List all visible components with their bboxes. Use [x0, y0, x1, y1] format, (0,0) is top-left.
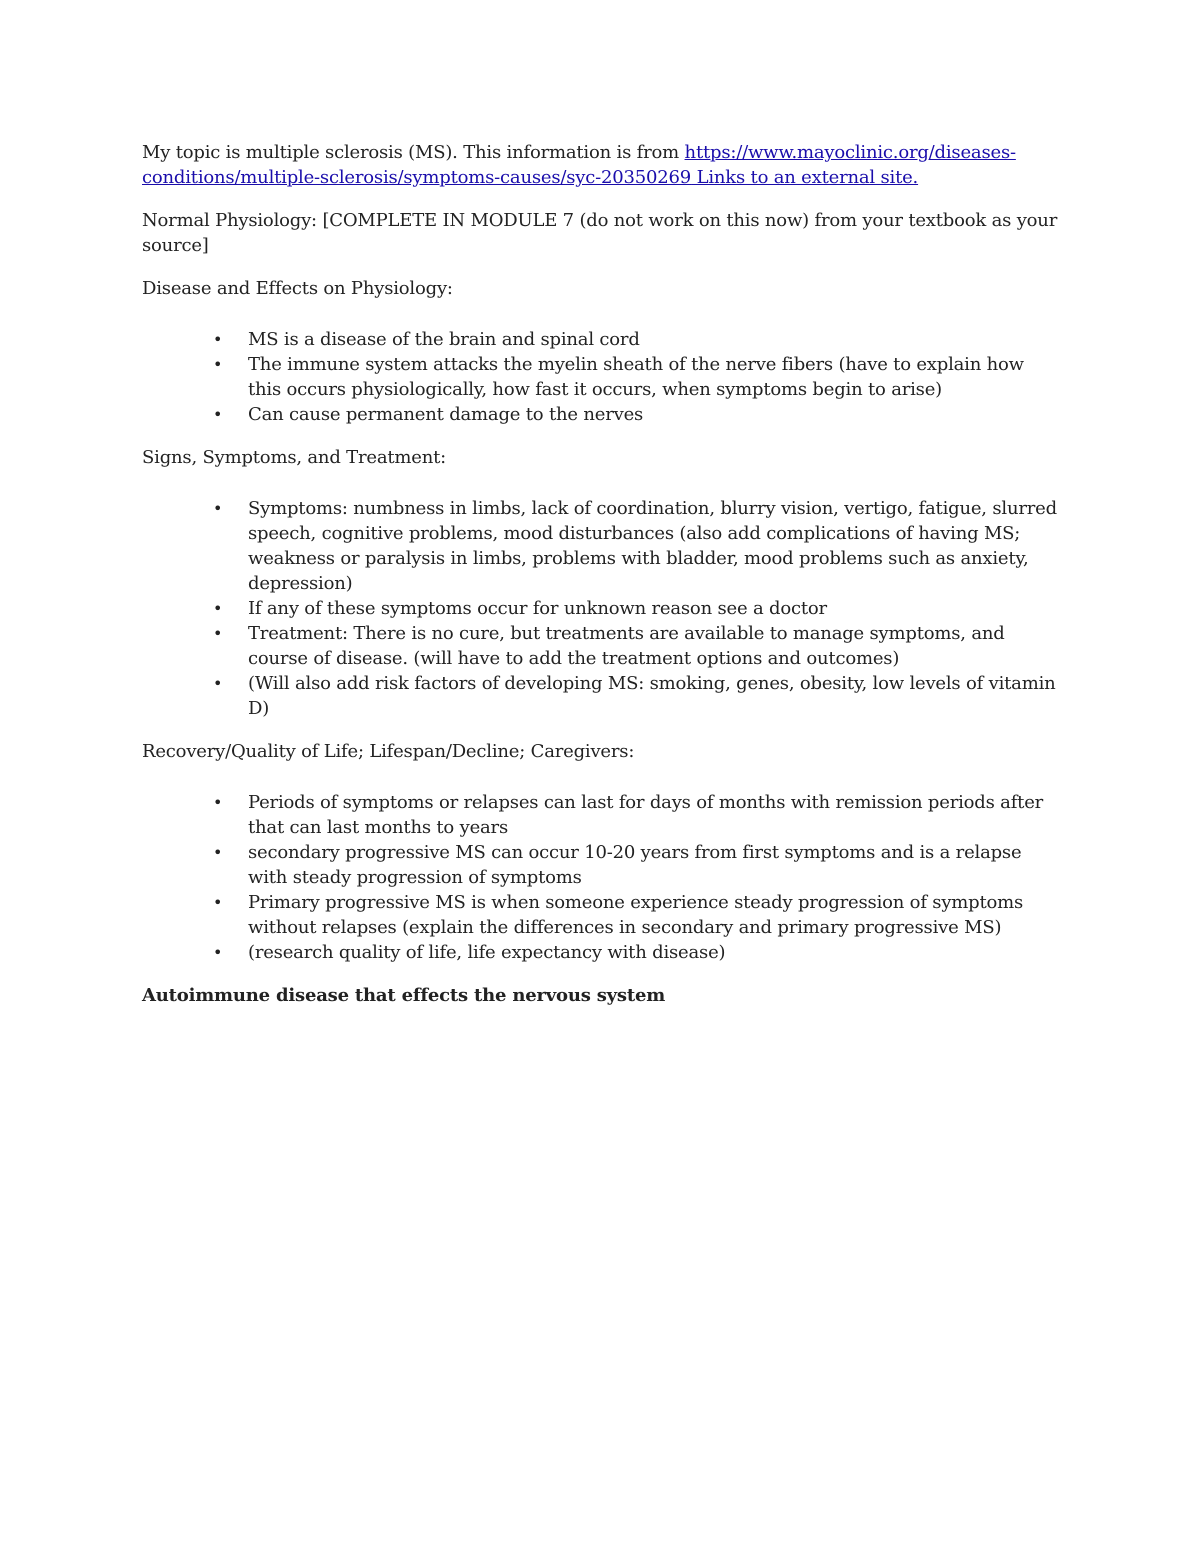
recovery-list	[142, 790, 1062, 965]
list-item: • The immune system attacks the myelin sheath of the nerve fibers (have to explain how this occurs physiologically, how fast it occurs, when symptoms begin to arise)	[213, 354, 1024, 400]
bullet-icon: •	[213, 599, 223, 618]
list-item: • Periods of symptoms or relapses can last for days of months with remission periods after that can last months to years	[213, 792, 1044, 838]
disease-heading: Disease and Effects on Physiology:	[142, 278, 453, 299]
list-item: • Primary progressive MS is when someone experience steady progression of symptoms without relapses (explain the differences in secondary and primary progressive MS)	[213, 892, 1024, 938]
list-item: • Can cause permanent damage to the nerves	[213, 404, 644, 425]
source-link[interactable]: https://www.mayoclinic.org/diseases-conditions/multiple-sclerosis/symptoms-causes/syc-20350269	[142, 142, 1016, 188]
disease-list	[142, 327, 1062, 427]
list-item: • MS is a disease of the brain and spinal cord	[213, 329, 640, 350]
list-item: • If any of these symptoms occur for unknown reason see a doctor	[213, 598, 827, 619]
bullet-icon: •	[213, 330, 223, 349]
summary-bold-line: Autoimmune disease that effects the nervous system	[142, 985, 666, 1006]
list-item: • (research quality of life, life expectancy with disease)	[213, 942, 726, 963]
signs-list	[142, 496, 1062, 721]
bullet-icon: •	[213, 843, 223, 862]
bullet-icon: •	[213, 893, 223, 912]
recovery-heading: Recovery/Quality of Life; Lifespan/Decline; Caregivers:	[142, 741, 635, 762]
document-page	[142, 140, 1062, 1026]
signs-heading: Signs, Symptoms, and Treatment:	[142, 447, 447, 468]
normal-physiology-paragraph: Normal Physiology: [COMPLETE IN MODULE 7 (do not work on this now) from your textbook as your source]	[142, 210, 1058, 256]
bullet-icon: •	[213, 624, 223, 643]
intro-paragraph	[142, 140, 1062, 190]
bullet-icon: •	[213, 943, 223, 962]
external-link-note[interactable]: Links to an external site.	[691, 167, 919, 188]
bullet-icon: •	[213, 674, 223, 693]
bullet-icon: •	[213, 499, 223, 518]
bullet-icon: •	[213, 405, 223, 424]
list-item: • (Will also add risk factors of developing MS: smoking, genes, obesity, low levels of vitamin D)	[213, 673, 1056, 719]
list-item: • secondary progressive MS can occur 10-20 years from first symptoms and is a relapse with steady progression of symptoms	[213, 842, 1022, 888]
list-item: • Treatment: There is no cure, but treatments are available to manage symptoms, and course of disease. (will have to add the treatment options and outcomes)	[213, 623, 1005, 669]
bullet-icon: •	[213, 793, 223, 812]
list-item: • Symptoms: numbness in limbs, lack of coordination, blurry vision, vertigo, fatigue, slurred speech, cognitive problems, mood disturbances (also add complications of having MS; weakness or paralysis in limbs, problems with bladder, mood problems such as anxiety, depression)	[213, 498, 1057, 594]
bullet-icon: •	[213, 355, 223, 374]
intro-text: My topic is multiple sclerosis (MS). This information is from	[142, 142, 685, 163]
